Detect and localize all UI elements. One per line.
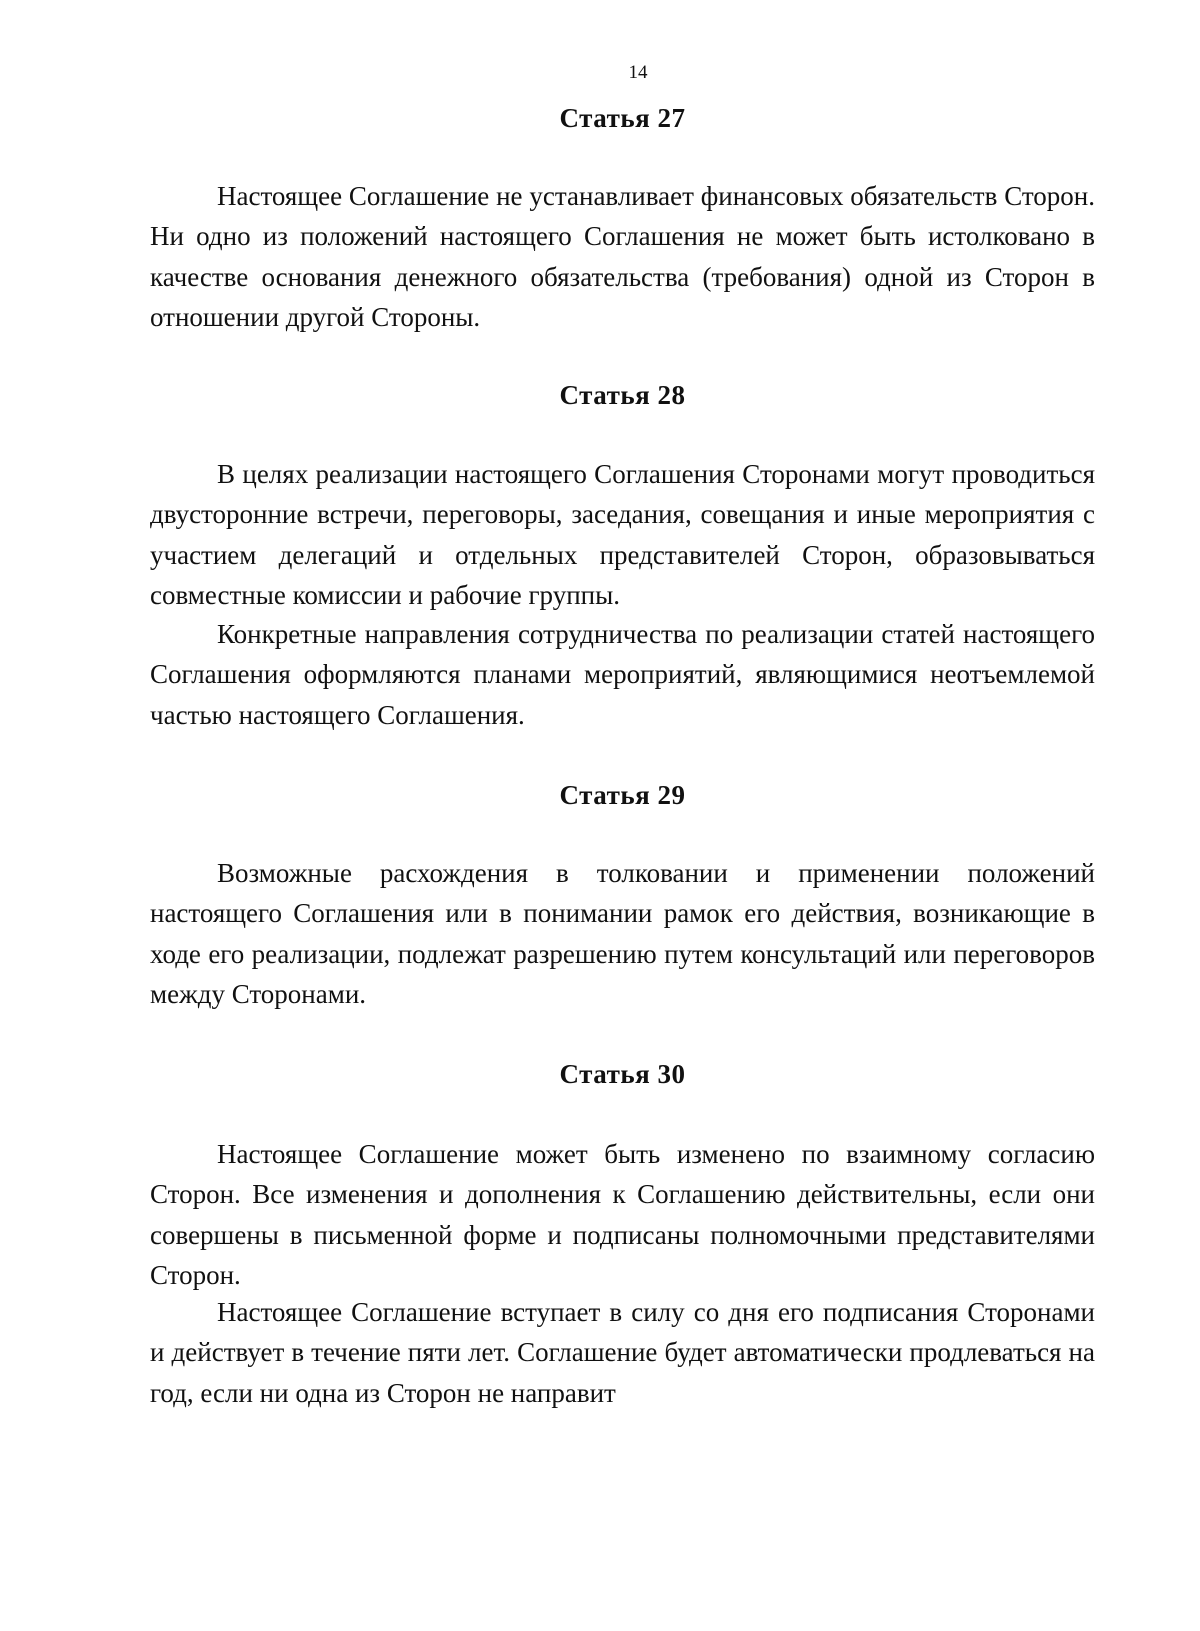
article-30-heading: Статья 30: [559, 1059, 686, 1089]
article-28-paragraph-2: Конкретные направления сотрудничества по реализации статей настоящего Соглашения оформляются планами мероприятий, являющимися неотъемлемой частью настоящего Соглашения.: [150, 619, 1095, 730]
article-28-paragraph-1: В целях реализации настоящего Соглашения Сторонами могут проводиться двусторонние встречи, переговоры, заседания, совещания и иные мероприятия с участием делегаций и отдельных представителей Сторон, образовываться совместные комиссии и рабочие группы.: [150, 459, 1095, 611]
article-30-paragraph-1: Настоящее Соглашение может быть изменено по взаимному согласию Сторон. Все изменения и дополнения к Соглашению действительны, если они совершены в письменной форме и подписаны полномочными представителями Сторон.: [150, 1139, 1095, 1291]
article-29-heading: Статья 29: [559, 780, 686, 810]
article-27-paragraph-1: Настоящее Соглашение не устанавливает финансовых обязательств Сторон. Ни одно из положений настоящего Соглашения не может быть истолковано в качестве основания денежного обязательства (требования) одной из Сторон в отношении другой Стороны.: [150, 181, 1095, 333]
page-number: 14: [628, 62, 648, 83]
article-27-heading: Статья 27: [559, 103, 686, 133]
article-30-paragraph-2: Настоящее Соглашение вступает в силу со дня его подписания Сторонами и действует в течение пяти лет. Соглашение будет автоматически продлеваться на год, если ни одна из Сторон не направит: [150, 1297, 1095, 1408]
article-28-heading: Статья 28: [559, 380, 686, 410]
article-29-paragraph-1: Возможные расхождения в толковании и применении положений настоящего Соглашения или в понимании рамок его действия, возникающие в ходе его реализации, подлежат разрешению путем консультаций или переговоров между Сторонами.: [150, 858, 1095, 1010]
